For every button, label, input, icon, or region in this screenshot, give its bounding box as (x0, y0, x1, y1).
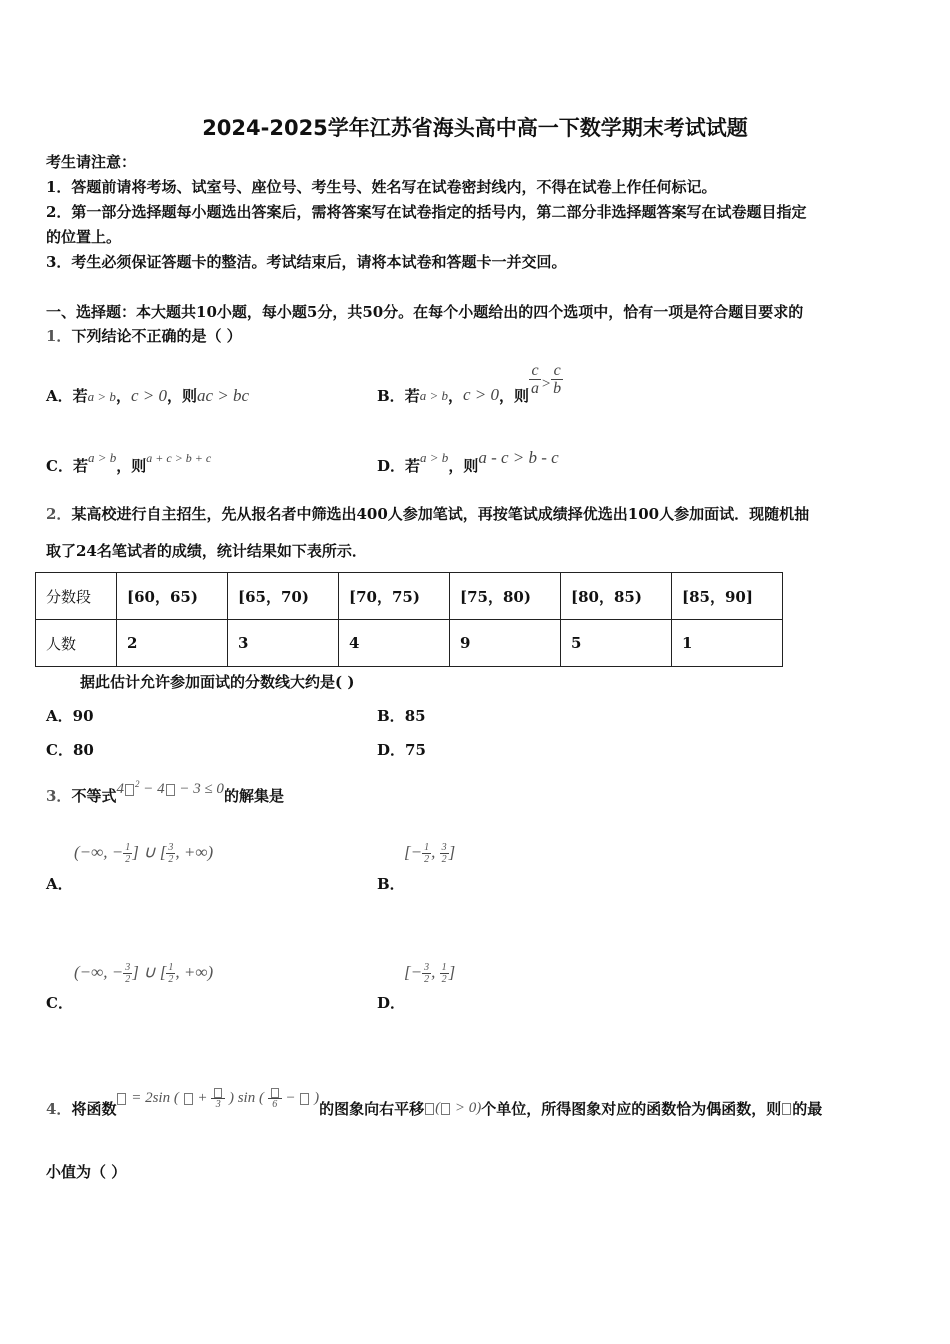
math-expr: a > b (87, 389, 116, 404)
question-2 (46, 504, 809, 524)
notice-item-2-cont: 的位置上。 (46, 228, 122, 246)
numerator: 1 (441, 962, 447, 973)
numerator: 1 (424, 842, 430, 853)
option-text: ， (447, 387, 463, 405)
denominator: 2 (168, 974, 174, 985)
option-label: D． (377, 457, 406, 475)
numerator: 3 (441, 842, 447, 853)
numerator: c (551, 362, 563, 380)
q3-option-d: D． (377, 994, 406, 1012)
variable-placeholder-icon (184, 1093, 193, 1105)
option-label: A． (46, 387, 73, 405)
question-text: 将函数 (71, 1100, 117, 1118)
numerator: 1 (125, 842, 131, 853)
option-text: 若 (72, 457, 88, 475)
math-term: − (285, 1089, 296, 1106)
table-cell: [60，65) (117, 573, 228, 620)
math-term: − 3 ≤ 0 (179, 781, 224, 797)
fraction (422, 842, 431, 865)
function-expr: = 2sin ( + 3 ) sin ( 6 − ) (116, 1087, 319, 1110)
math-expr: a - c > b - c (478, 448, 559, 467)
math-expr: c > 0 (130, 386, 167, 405)
math-term: , (431, 962, 440, 982)
score-table (35, 572, 783, 667)
table-cell: 9 (450, 620, 561, 667)
table-cell: 2 (117, 620, 228, 667)
q3-option-c-expr (74, 962, 213, 985)
notice-heading: 考生请注意： (46, 153, 137, 171)
variable-placeholder-icon (425, 1103, 434, 1115)
table-header-row (36, 573, 783, 620)
question-2-cont: 取了24名笔试者的成绩，统计结果如下表所示． (46, 542, 367, 560)
notice-item-2: 2．第一部分选择题每小题选出答案后，需将答案写在试卷指定的括号内，第二部分非选择题答案写在试卷题目指定 (46, 203, 807, 221)
math-expr: a > b (420, 450, 449, 465)
q2-option-b (377, 706, 426, 726)
option-text: 若 (404, 387, 420, 405)
q1-option-a (46, 386, 249, 407)
option-label: C． (46, 741, 73, 759)
numerator: 3 (168, 842, 174, 853)
question-text: 不等式 (71, 787, 117, 805)
denominator: a (531, 380, 540, 397)
math-term: 4 (116, 781, 124, 797)
math-term: ] ∪ [ (132, 962, 167, 982)
q3-option-c: C． (46, 994, 73, 1012)
math-term: ] (448, 842, 456, 862)
question-number: 4． (46, 1100, 72, 1118)
denominator: 2 (125, 854, 131, 865)
q1-option-d (377, 448, 559, 476)
pi-placeholder-icon (271, 1088, 279, 1098)
notice-item-3: 3．考生必须保证答题卡的整洁。考试结束后，请将本试卷和答题卡一并交回。 (46, 253, 567, 271)
table-cell: [70，75) (339, 573, 450, 620)
table-cell: 分数段 (36, 573, 117, 620)
variable-placeholder-icon (300, 1093, 309, 1105)
denominator: 3 (215, 1099, 221, 1110)
fraction-c-over-a (529, 362, 541, 397)
option-label: B． (377, 387, 405, 405)
denominator: 2 (424, 854, 430, 865)
numerator: c (529, 362, 541, 380)
fraction (123, 842, 132, 865)
question-text: 的解集是 (223, 787, 284, 805)
math-expr: a > b (419, 388, 448, 403)
math-expr: a > b (87, 450, 117, 465)
denominator: 2 (441, 974, 447, 985)
math-expr: a + c > b + c (146, 451, 212, 465)
table-cell: 4 (339, 620, 450, 667)
math-term: sin (237, 1089, 256, 1106)
option-label: A． (46, 707, 73, 725)
section-heading: 一、选择题：本大题共10小题，每小题5分，共50分。在每个小题给出的四个选项中，恰有一项是符合题目要求的 (46, 303, 804, 321)
option-label: B． (377, 707, 405, 725)
option-label: C． (46, 457, 73, 475)
numerator: 3 (424, 962, 430, 973)
math-term: ] ∪ [ (132, 842, 167, 862)
math-term: + (197, 1089, 208, 1106)
math-term: (−∞, − (74, 962, 124, 982)
denominator: 2 (168, 854, 174, 865)
table-cell: [75，80) (450, 573, 561, 620)
denominator: 6 (272, 1099, 278, 1110)
math-term: [− (404, 962, 423, 982)
variable-placeholder-icon (782, 1103, 791, 1115)
fraction (440, 842, 449, 865)
table-cell: 5 (561, 620, 672, 667)
option-text: ，则 (448, 457, 479, 475)
table-cell: 人数 (36, 620, 117, 667)
math-term: , (431, 842, 440, 862)
question-4-cont: 小值为（ ） (46, 1163, 127, 1181)
variable-placeholder-icon (166, 784, 175, 796)
option-value: 85 (404, 707, 426, 725)
denominator: b (553, 380, 562, 397)
math-term: = 2sin (131, 1089, 171, 1106)
fraction (440, 962, 449, 985)
inequality (116, 774, 223, 799)
question-stem: 某高校进行自主招生，先从报名者中筛选出400人参加笔试，再按笔试成绩择优选出100人参加面试．现随机抽 (71, 505, 810, 523)
math-exponent: 2 (134, 779, 140, 789)
notice-item-1: 1．答题前请将考场、试室号、座位号、考生号、姓名写在试卷密封线内，不得在试卷上作任何标记。 (46, 178, 717, 196)
q3-option-a: A． (46, 875, 73, 893)
pi-placeholder-icon (214, 1088, 222, 1098)
numerator: 1 (168, 962, 174, 973)
math-term: − 4 (143, 781, 165, 797)
option-value: 80 (72, 741, 94, 759)
math-expr: ac > bc (197, 386, 250, 405)
question-text: 的最 (792, 1100, 823, 1118)
denominator: 2 (125, 974, 131, 985)
q1-option-b (377, 362, 563, 406)
math-term: , +∞) (175, 962, 214, 982)
question-text: 的图象向右平移 (319, 1100, 425, 1118)
q3-option-b: B． (377, 875, 405, 893)
fraction-c-over-b (551, 362, 563, 397)
variable-placeholder-icon (117, 1093, 126, 1105)
q2-option-d (377, 740, 426, 760)
question-text: 个单位，所得图象对应的函数恰为偶函数，则 (481, 1100, 782, 1118)
variable-placeholder-icon (125, 784, 134, 796)
question-1 (46, 326, 242, 346)
math-term: > 0) (451, 1100, 482, 1116)
table-cell: [85，90] (672, 573, 783, 620)
question-number: 1． (46, 327, 72, 345)
question-3 (46, 774, 284, 806)
option-value: 90 (72, 707, 94, 725)
math-term: [− (404, 842, 423, 862)
q2-option-c (46, 740, 94, 760)
q3-option-b-expr (404, 842, 455, 865)
denominator: 2 (441, 854, 447, 865)
question-number: 3． (46, 787, 72, 805)
option-text: 若 (72, 387, 88, 405)
option-text: ， (115, 387, 131, 405)
question-4 (46, 1085, 822, 1119)
option-text: ，则 (499, 387, 530, 405)
math-term: , +∞) (175, 842, 214, 862)
q2-question: 据此估计允许参加面试的分数线大约是( ) (80, 673, 355, 691)
question-number: 2． (46, 505, 72, 523)
math-term: (−∞, − (74, 842, 124, 862)
table-cell: 3 (228, 620, 339, 667)
numerator: 3 (125, 962, 131, 973)
fraction (211, 1087, 225, 1110)
math-expr: c > 0 (463, 385, 500, 404)
condition-expr (435, 1098, 481, 1118)
question-stem: 下列结论不正确的是（ ） (71, 327, 242, 345)
variable-placeholder-icon (441, 1103, 450, 1115)
fraction (123, 962, 132, 985)
q2-option-a (46, 706, 94, 726)
denominator: 2 (424, 974, 430, 985)
option-text: ，则 (116, 457, 147, 475)
q1-option-c (46, 448, 211, 476)
option-text: 若 (405, 457, 421, 475)
math-term: ] (448, 962, 456, 982)
page-title: 2024-2025学年江苏省海头高中高一下数学期末考试试题 (202, 116, 748, 140)
fraction (422, 962, 431, 985)
math-operator: > (541, 376, 552, 392)
option-value: 75 (405, 741, 426, 759)
q3-option-d-expr (404, 962, 455, 985)
math-term: ( (435, 1100, 441, 1116)
table-cell: 1 (672, 620, 783, 667)
table-row (36, 620, 783, 667)
table-cell: [65，70) (228, 573, 339, 620)
option-text: ，则 (166, 387, 197, 405)
option-label: D． (377, 741, 406, 759)
fraction (268, 1087, 282, 1110)
q3-option-a-expr (74, 842, 213, 865)
table-cell: [80，85) (561, 573, 672, 620)
